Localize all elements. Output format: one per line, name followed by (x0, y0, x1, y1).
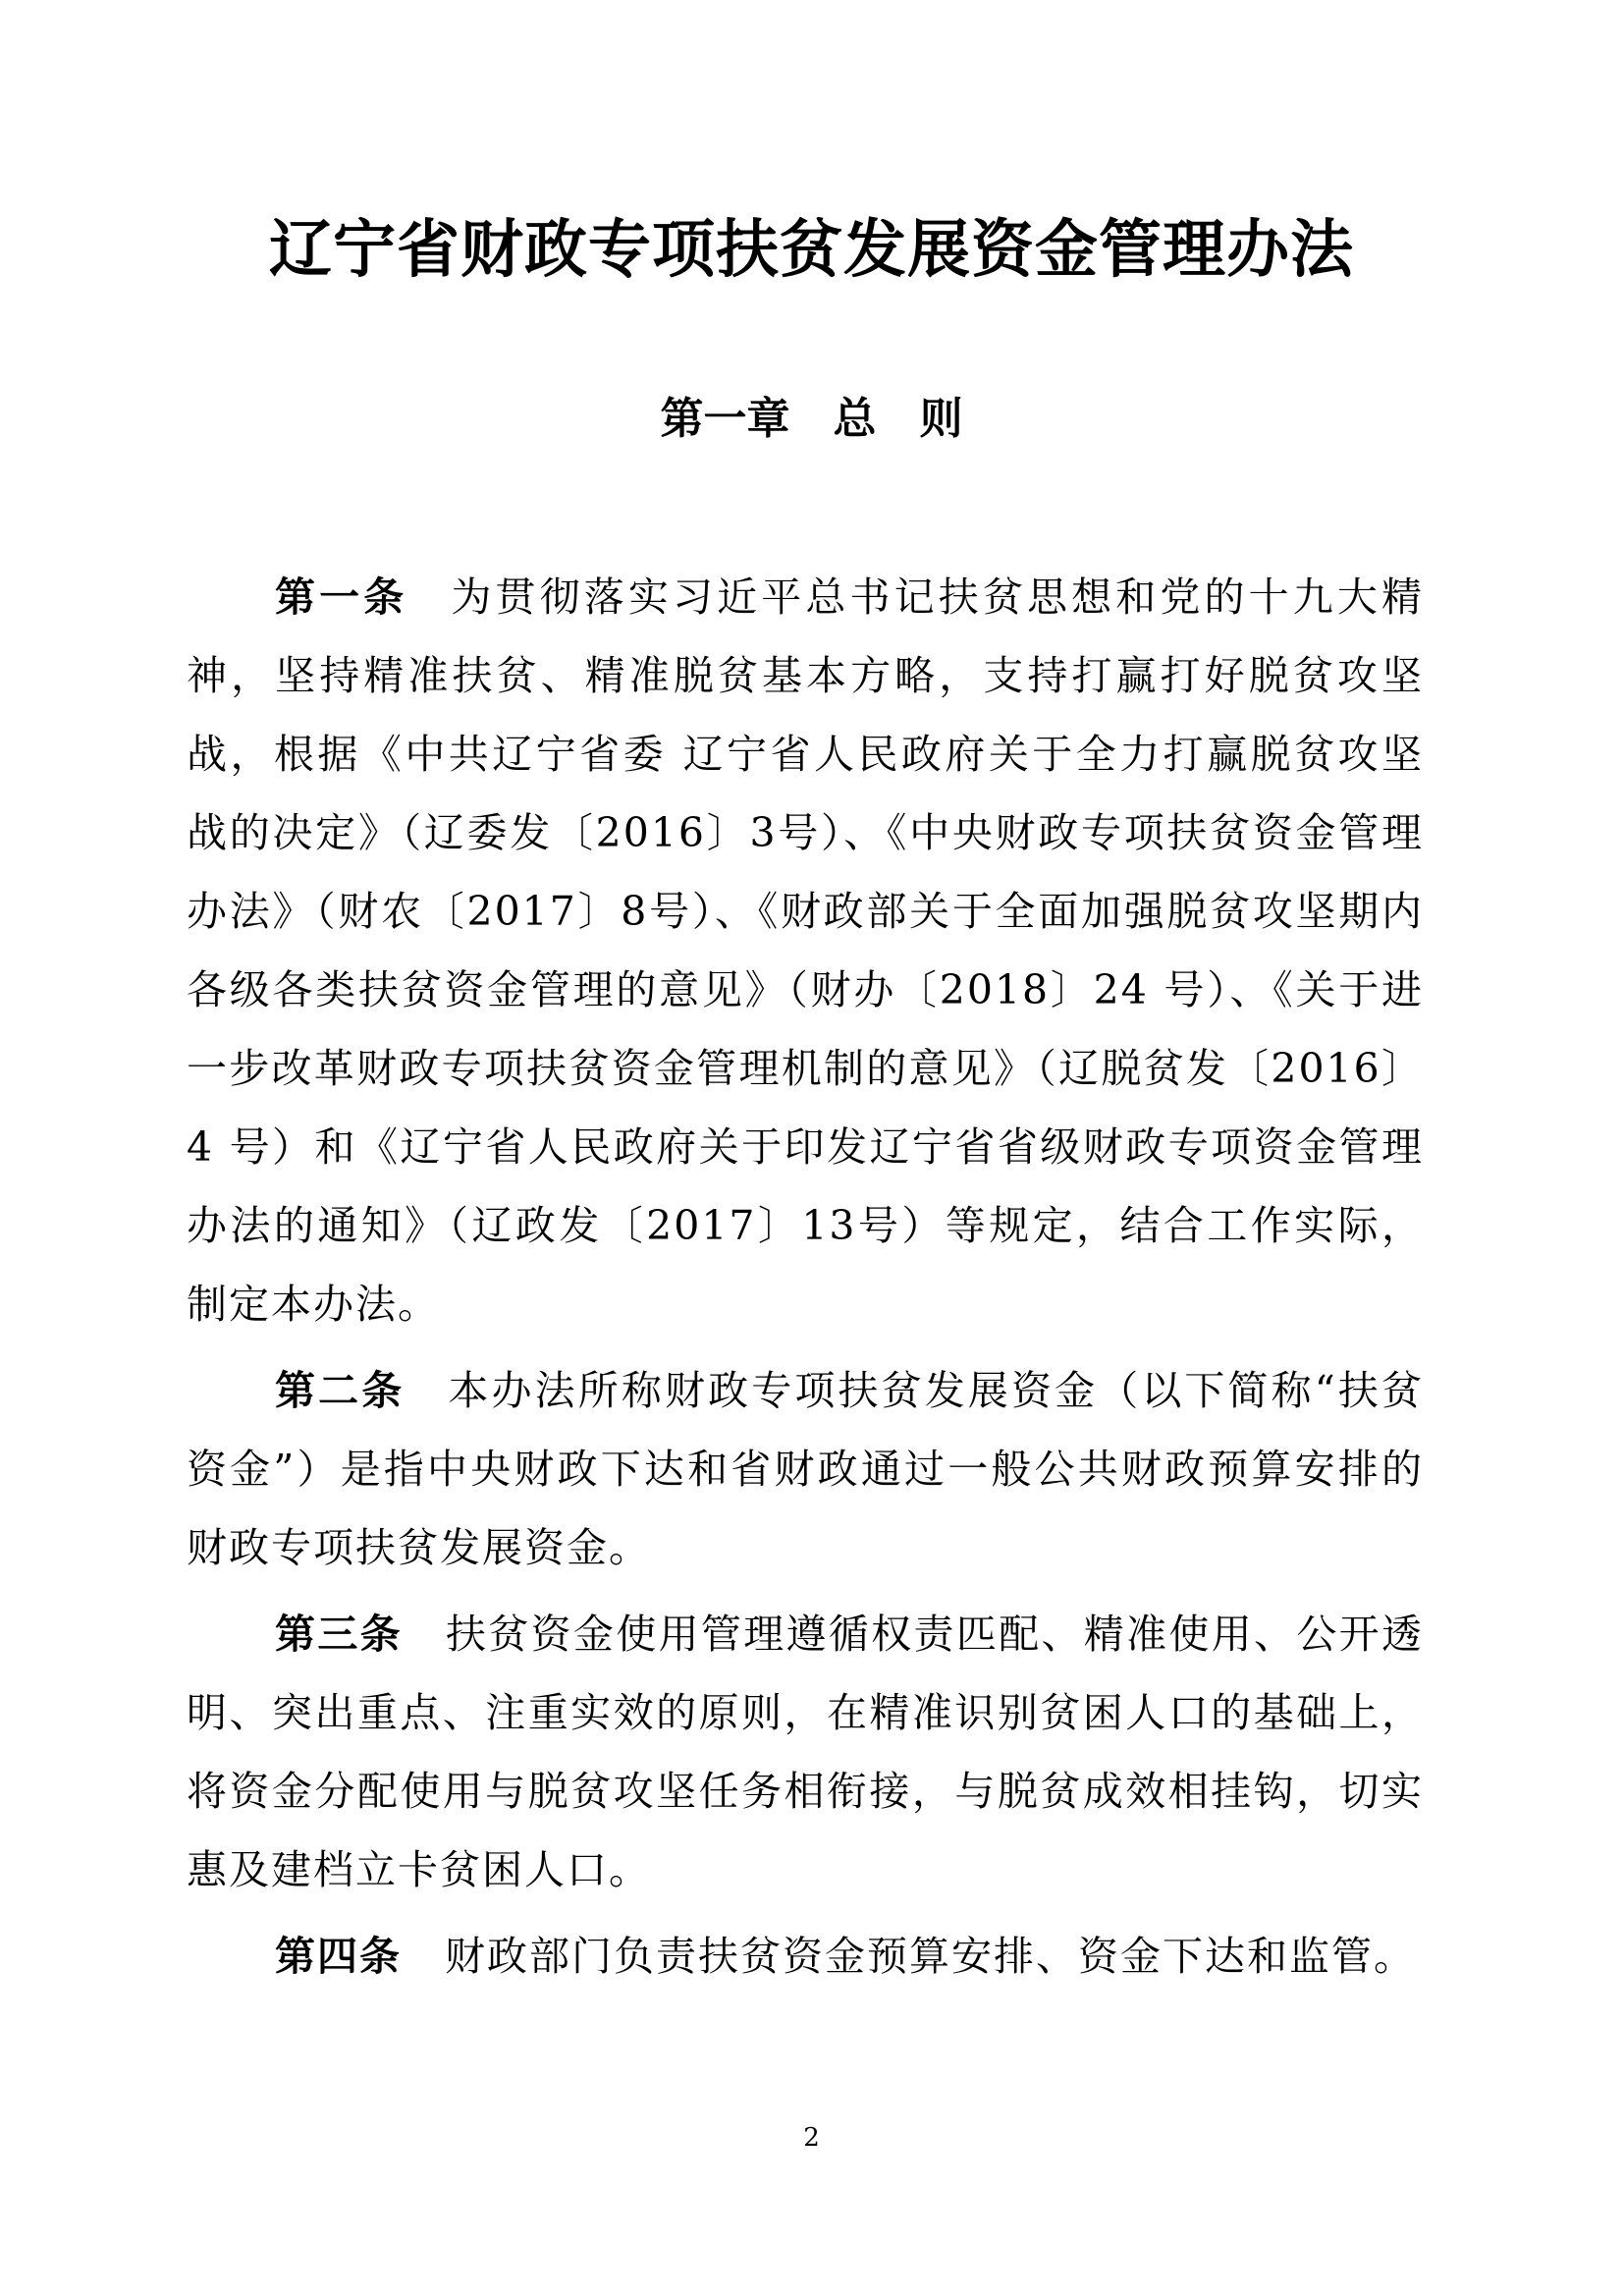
article-3 (187, 1595, 1424, 1909)
article-label: 第四条 (275, 1933, 402, 1980)
chapter-heading: 第一章 总 则 (660, 394, 963, 444)
article-text: 本办法所称财政专项扶贫发展资金（以下简称“扶贫资金”）是指中央财政下达和省财政通过一般公共财政预算安排的财政专项扶贫发展资金。 (187, 1367, 1425, 1571)
article-text: 为贯彻落实习近平总书记扶贫思想和党的十九大精神，坚持精准扶贫、精准脱贫基本方略，支持打赢打好脱贫攻坚战，根据《中共辽宁省委 辽宁省人民政府关于全力打赢脱贫攻坚战的决定》（辽委发〔2016〕3号）、《中央财政专项扶贫资金管理办法》（财农〔2017〕8号）、《财政部关于全面加强脱贫攻坚期内各级各类扶贫资金管理的意见》（财办〔2018〕24 号）、《关于进一步改革财政专项扶贫资金管理机制的意见》（辽脱贫发〔2016〕4 号）和《辽宁省人民政府关于印发辽宁省省级财政专项资金管理办法的通知》（辽政发〔2017〕13号）等规定，结合工作实际，制定本办法。 (187, 574, 1424, 1328)
article-1 (187, 558, 1424, 1343)
article-text: 财政部门负责扶贫资金预算安排、资金下达和监管。 (445, 1933, 1416, 1980)
article-2 (187, 1351, 1424, 1587)
article-4 (187, 1917, 1424, 1995)
page-number: 2 (803, 2123, 820, 2153)
article-text: 扶贫资金使用管理遵循权责匹配、精准使用、公开透明、突出重点、注重实效的原则，在精准识别贫困人口的基础上，将资金分配使用与脱贫攻坚任务相衔接，与脱贫成效相挂钩，切实惠及建档立卡贫困人口。 (187, 1611, 1425, 1893)
article-label: 第二条 (275, 1367, 406, 1414)
page-title: 辽宁省财政专项扶贫发展资金管理办法 (269, 214, 1354, 287)
document-body (187, 558, 1424, 2003)
article-label: 第一条 (275, 574, 408, 621)
article-label: 第三条 (275, 1611, 403, 1658)
